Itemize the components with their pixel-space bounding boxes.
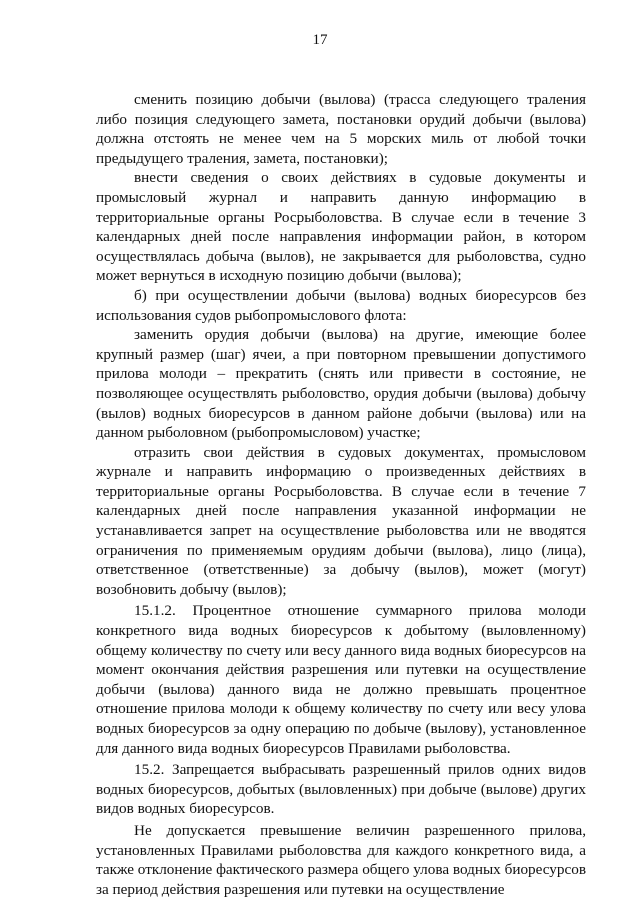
paragraph-15-1-2: 15.1.2. Процентное отношение суммарного прилова молоди конкретного вида водных биоресурсов к добытому (выловленному) общему количеству по счету или весу данного вида водных биоресурсов на момент окончания действия разрешения или путевки на осуществление добычи (вылова) данного вида не должно превышать процентное отношение прилова молоди к общему количеству по счету или весу улова водных биоресурсов за одну операцию по добыче (вылову), установленное для данного вида водных биоресурсов Правилами рыболовства. [96,602,586,757]
page-number: 17 [312,32,328,48]
document-body [96,90,586,899]
paragraph-no-excess: Не допускается превышение величин разрешенного прилова, установленных Правилами рыболовства для каждого конкретного вида, а также отклонение фактического размера общего улова водных биоресурсов за период действия разрешения или путевки на осуществление [96,821,586,898]
paragraph-record-actions-vessel: внести сведения о своих действиях в судовые документы и промысловый журнал и направить данную информацию в территориальные органы Росрыболовства. В случае если в течение 3 календарных дней после направления информации район, в котором осуществлялась добыча (вылов), не закрывается для рыболовства, судно может вернуться в исходную позицию добычи (вылова); [96,169,586,285]
paragraph-replace-gear: заменить орудия добычи (вылова) на другие, имеющие более крупный размер (шаг) ячеи, а при повторном превышении допустимого прилова молоди – прекратить (снять или привести в состояние, не позволяющее осуществлять рыболовство, орудия добычи (вылова) добычу (вылов) водных биоресурсов в данном районе добычи (вылова) или на данном рыболовном (рыбопромысловом) участке; [96,326,586,442]
paragraph-record-actions-documents: отразить свои действия в судовых документах, промысловом журнале и направить информацию о произведенных действиях в территориальные органы Росрыболовства. В случае если в течение 7 календарных дней после направления указанной информации не устанавливается запрет на осуществление рыболовства или не вводятся ограничения по применяемым орудиям добычи (вылова), лицо (лица), ответственное (ответственные) за добычу (вылов), может (могут) возобновить добычу (вылов); [96,443,586,598]
paragraph-change-position: сменить позицию добычи (вылова) (трасса следующего траления либо позиция следующего замета, постановки орудий добычи (вылова) должна отстоять не менее чем на 5 морских миль от любой точки предыдущего траления, замета, постановки); [96,91,586,167]
paragraph-15-2: 15.2. Запрещается выбрасывать разрешенный прилов одних видов водных биоресурсов, добытых (выловленных) при добыче (вылове) других видов водных биоресурсов. [96,761,586,818]
paragraph-subitem-b: б) при осуществлении добычи (вылова) водных биоресурсов без использования судов рыбопромыслового флота: [96,286,586,324]
